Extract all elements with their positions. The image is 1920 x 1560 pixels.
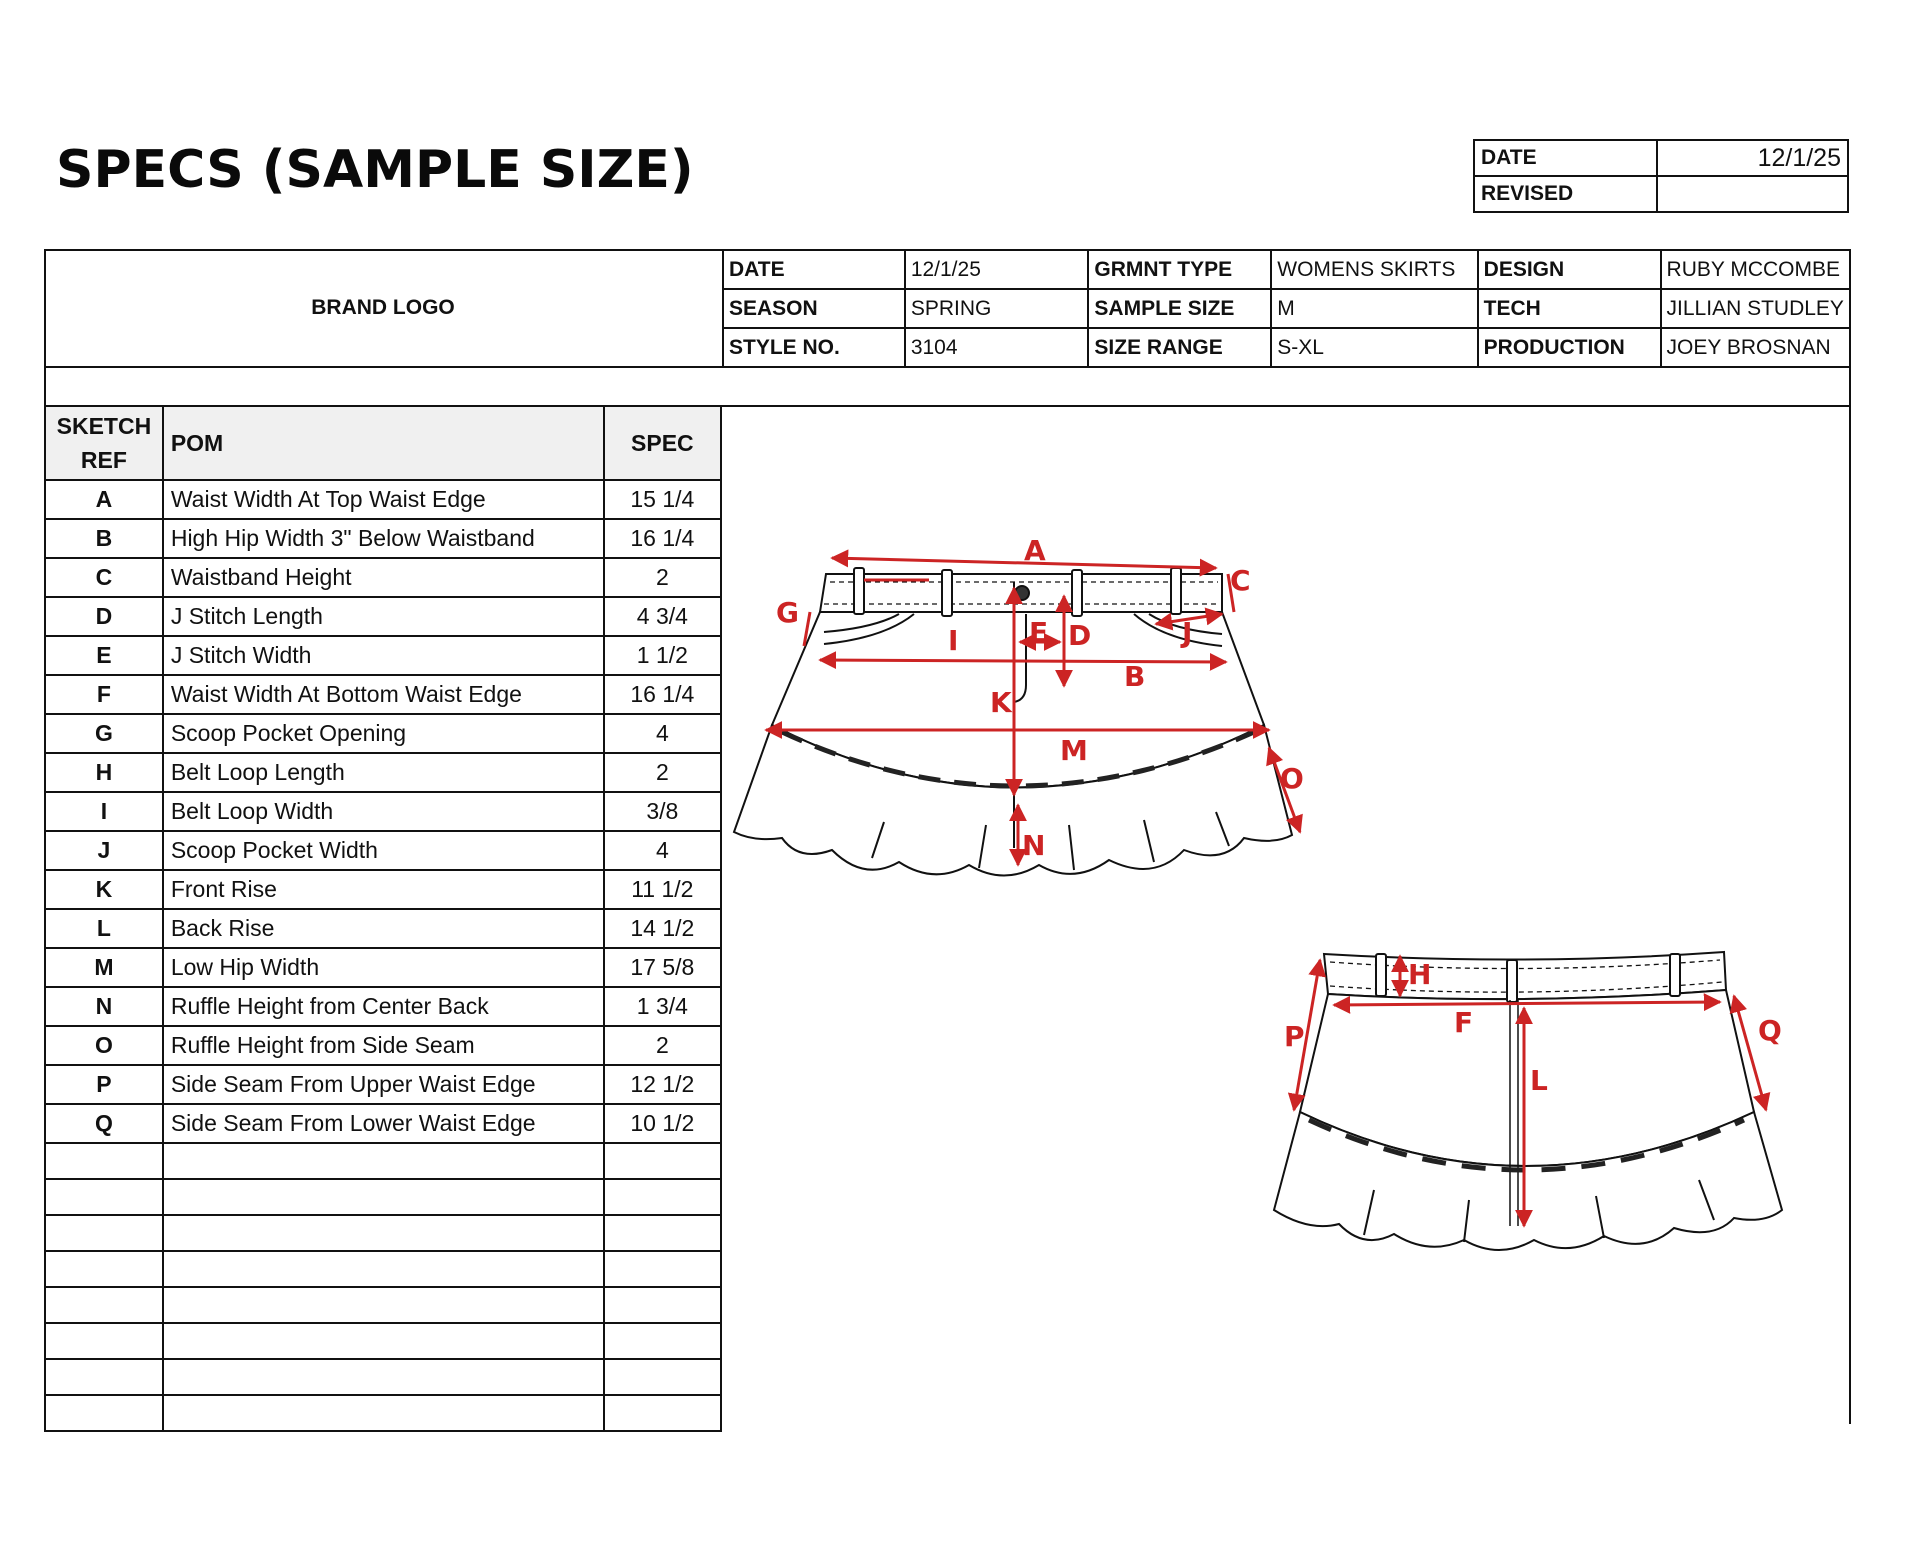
empty-cell [163, 1179, 604, 1215]
spec-row [45, 753, 721, 792]
empty-cell [163, 1323, 604, 1359]
empty-spec-row [45, 1215, 721, 1251]
empty-cell [45, 1179, 163, 1215]
label-N: N [1022, 829, 1046, 862]
info-label: SEASON [723, 289, 905, 328]
info-value: 3104 [905, 328, 1089, 367]
empty-spec-row [45, 1287, 721, 1323]
sketch-ref-cell: L [45, 909, 163, 948]
pom-cell: Waist Width At Bottom Waist Edge [163, 675, 604, 714]
sketch-ref-cell: I [45, 792, 163, 831]
sketch-ref-header-line1: SKETCH [56, 413, 152, 439]
brand-logo: BRAND LOGO [311, 296, 455, 319]
page-title: SPECS (SAMPLE SIZE) [56, 140, 694, 200]
pom-cell: Side Seam From Lower Waist Edge [163, 1104, 604, 1143]
label-F: F [1454, 1006, 1474, 1039]
skirt-sketches [724, 520, 1824, 1270]
empty-spec-row [45, 1359, 721, 1395]
empty-spec-row [45, 1323, 721, 1359]
spec-row [45, 597, 721, 636]
empty-spec-row [45, 1395, 721, 1431]
empty-cell [45, 1323, 163, 1359]
pom-cell: Waist Width At Top Waist Edge [163, 480, 604, 519]
spec-row [45, 831, 721, 870]
spec-value-cell: 16 1/4 [604, 675, 721, 714]
empty-cell [163, 1359, 604, 1395]
sketch-ref-cell: D [45, 597, 163, 636]
empty-cell [604, 1215, 721, 1251]
empty-cell [163, 1143, 604, 1179]
info-label: DATE [723, 250, 905, 289]
label-C: C [1230, 564, 1251, 597]
sketch-ref-cell: M [45, 948, 163, 987]
pom-cell: Front Rise [163, 870, 604, 909]
info-label: TECH [1478, 289, 1661, 328]
info-value: JILLIAN STUDLEY [1661, 289, 1850, 328]
info-value: JOEY BROSNAN [1661, 328, 1850, 367]
spec-row [45, 792, 721, 831]
empty-cell [163, 1251, 604, 1287]
empty-cell [604, 1395, 721, 1431]
spec-value-cell: 4 3/4 [604, 597, 721, 636]
sketch-ref-cell: O [45, 1026, 163, 1065]
label-O: O [1280, 762, 1304, 795]
empty-cell [45, 1395, 163, 1431]
spec-row [45, 1065, 721, 1104]
spec-header: SPEC [604, 406, 721, 480]
pom-cell: Waistband Height [163, 558, 604, 597]
revised-value [1657, 176, 1848, 212]
pom-cell: Back Rise [163, 909, 604, 948]
spec-row [45, 1026, 721, 1065]
label-P: P [1284, 1020, 1305, 1053]
spec-value-cell: 12 1/2 [604, 1065, 721, 1104]
date-label: DATE [1474, 140, 1657, 176]
spec-value-cell: 11 1/2 [604, 870, 721, 909]
empty-spec-row [45, 1179, 721, 1215]
spec-value-cell: 2 [604, 1026, 721, 1065]
empty-cell [45, 1287, 163, 1323]
label-G: G [776, 596, 799, 629]
empty-spec-row [45, 1143, 721, 1179]
label-I: I [948, 624, 959, 657]
sketch-ref-cell: J [45, 831, 163, 870]
label-D: D [1068, 619, 1092, 652]
info-value: RUBY MCCOMBE [1661, 250, 1850, 289]
garment-info-table [722, 249, 1851, 368]
spec-row [45, 714, 721, 753]
spec-value-cell: 2 [604, 558, 721, 597]
empty-cell [604, 1179, 721, 1215]
info-label: PRODUCTION [1478, 328, 1661, 367]
spec-value-cell: 1 3/4 [604, 987, 721, 1026]
spec-value-cell: 14 1/2 [604, 909, 721, 948]
empty-cell [45, 1359, 163, 1395]
empty-cell [604, 1287, 721, 1323]
sketch-ref-cell: P [45, 1065, 163, 1104]
spec-row [45, 675, 721, 714]
pom-cell: Low Hip Width [163, 948, 604, 987]
label-L: L [1530, 1064, 1548, 1097]
pom-cell: Scoop Pocket Opening [163, 714, 604, 753]
sketch-ref-header-line2: REF [80, 447, 127, 473]
spec-value-cell: 16 1/4 [604, 519, 721, 558]
info-value: WOMENS SKIRTS [1271, 250, 1477, 289]
label-H: H [1408, 958, 1432, 991]
sketch-ref-cell: E [45, 636, 163, 675]
spec-row [45, 1104, 721, 1143]
label-Q: Q [1758, 1014, 1782, 1047]
info-value: S-XL [1271, 328, 1477, 367]
empty-cell [45, 1251, 163, 1287]
spec-row [45, 558, 721, 597]
back-skirt-sketch [1274, 952, 1782, 1250]
empty-cell [45, 1215, 163, 1251]
spec-row [45, 987, 721, 1026]
empty-cell [604, 1143, 721, 1179]
pom-cell: J Stitch Length [163, 597, 604, 636]
revised-label: REVISED [1474, 176, 1657, 212]
info-label: STYLE NO. [723, 328, 905, 367]
sketch-ref-cell: B [45, 519, 163, 558]
spec-table [44, 405, 722, 1432]
label-B: B [1124, 660, 1146, 693]
info-value: 12/1/25 [905, 250, 1089, 289]
label-E: E [1029, 616, 1049, 649]
spec-value-cell: 4 [604, 714, 721, 753]
empty-cell [163, 1215, 604, 1251]
sketch-ref-cell: A [45, 480, 163, 519]
date-box [1473, 139, 1849, 213]
sketch-ref-cell: C [45, 558, 163, 597]
spec-row [45, 948, 721, 987]
sketch-ref-header [45, 406, 163, 480]
sketch-ref-cell: N [45, 987, 163, 1026]
info-value: SPRING [905, 289, 1089, 328]
sketch-ref-cell: H [45, 753, 163, 792]
empty-cell [604, 1323, 721, 1359]
info-row [723, 328, 1850, 367]
info-value: M [1271, 289, 1477, 328]
spec-value-cell: 10 1/2 [604, 1104, 721, 1143]
pom-cell: Belt Loop Length [163, 753, 604, 792]
spec-row [45, 519, 721, 558]
info-label: GRMNT TYPE [1088, 250, 1271, 289]
pom-cell: Ruffle Height from Center Back [163, 987, 604, 1026]
spec-value-cell: 1 1/2 [604, 636, 721, 675]
sketch-ref-cell: K [45, 870, 163, 909]
empty-cell [604, 1359, 721, 1395]
pom-cell: High Hip Width 3" Below Waistband [163, 519, 604, 558]
spec-value-cell: 17 5/8 [604, 948, 721, 987]
pom-cell: J Stitch Width [163, 636, 604, 675]
spec-value-cell: 15 1/4 [604, 480, 721, 519]
date-value: 12/1/25 [1657, 140, 1848, 176]
info-label: DESIGN [1478, 250, 1661, 289]
sketch-ref-cell: G [45, 714, 163, 753]
spec-table-header [45, 406, 721, 480]
sketch-ref-cell: Q [45, 1104, 163, 1143]
empty-spec-row [45, 1251, 721, 1287]
spec-row [45, 909, 721, 948]
spec-value-cell: 4 [604, 831, 721, 870]
pom-cell: Ruffle Height from Side Seam [163, 1026, 604, 1065]
info-row [723, 289, 1850, 328]
empty-cell [604, 1251, 721, 1287]
info-row [723, 250, 1850, 289]
pom-header: POM [163, 406, 604, 480]
info-label: SAMPLE SIZE [1088, 289, 1271, 328]
empty-cell [163, 1395, 604, 1431]
label-K: K [990, 686, 1012, 719]
spec-value-cell: 3/8 [604, 792, 721, 831]
spec-value-cell: 2 [604, 753, 721, 792]
label-M: M [1060, 734, 1088, 767]
spec-row [45, 480, 721, 519]
pom-cell: Side Seam From Upper Waist Edge [163, 1065, 604, 1104]
info-label: SIZE RANGE [1088, 328, 1271, 367]
empty-cell [45, 1143, 163, 1179]
empty-cell [163, 1287, 604, 1323]
pom-cell: Scoop Pocket Width [163, 831, 604, 870]
label-J: J [1182, 616, 1193, 649]
spec-row [45, 870, 721, 909]
label-A: A [1024, 534, 1046, 567]
sketch-ref-cell: F [45, 675, 163, 714]
pom-cell: Belt Loop Width [163, 792, 604, 831]
spec-row [45, 636, 721, 675]
